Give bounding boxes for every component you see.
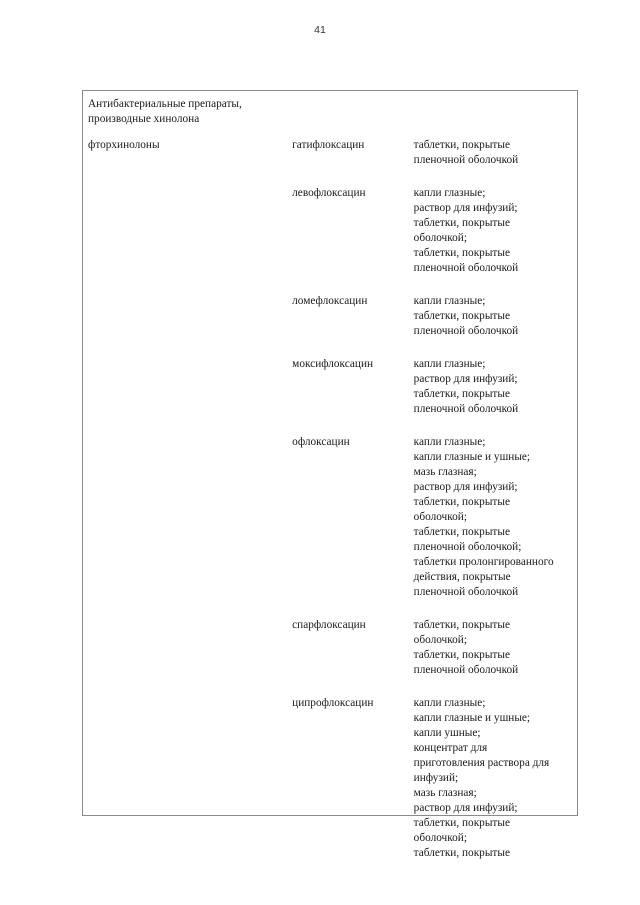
dosage-form-line: оболочкой; xyxy=(413,832,467,844)
group-title-line: производные хинолона xyxy=(88,113,200,125)
dosage-form-line: пленочной оболочкой xyxy=(413,154,519,166)
dosage-form-line: таблетки, покрытые xyxy=(413,649,510,661)
dosage-form-line: пленочной оболочкой xyxy=(413,664,519,676)
dosage-form-line: таблетки, покрытые xyxy=(413,388,510,400)
dosage-forms-cell xyxy=(414,294,577,339)
dosage-form-line: мазь глазная; xyxy=(413,466,477,478)
drug-table xyxy=(82,90,578,859)
dosage-form-line: действия, покрытые xyxy=(413,571,511,583)
dosage-form-line: пленочной оболочкой; xyxy=(413,541,522,553)
dosage-form-line: таблетки, покрытые xyxy=(413,817,510,829)
drug-name-cell: ломефлоксацин xyxy=(292,295,368,307)
group-title-line: Антибактериальные препараты, xyxy=(88,98,242,110)
dosage-form-line: таблетки, покрытые xyxy=(413,526,510,538)
dosage-form-line: капли глазные; xyxy=(413,187,486,199)
dosage-form-line: оболочкой; xyxy=(413,232,467,244)
group-title xyxy=(88,97,288,127)
page-number: 41 xyxy=(314,24,326,36)
table-row xyxy=(83,186,577,276)
dosage-form-line: капли ушные; xyxy=(413,727,481,739)
table-row xyxy=(83,618,577,678)
dosage-forms-cell xyxy=(414,186,577,276)
dosage-form-line: раствор для инфузий; xyxy=(413,802,518,814)
table-rows xyxy=(83,138,577,879)
dosage-forms-cell xyxy=(414,357,577,417)
dosage-form-line: капли глазные; xyxy=(413,436,486,448)
dosage-form-line: капли глазные; xyxy=(413,295,486,307)
dosage-form-line: пленочной оболочкой xyxy=(413,403,519,415)
dosage-form-line: пленочной оболочкой xyxy=(413,262,519,274)
drug-name-cell: ципрофлоксацин xyxy=(292,697,374,709)
dosage-form-line: раствор для инфузий; xyxy=(413,481,518,493)
dosage-forms-cell xyxy=(414,138,577,168)
dosage-form-line: концентрат для xyxy=(413,742,488,754)
dosage-form-line: капли глазные и ушные; xyxy=(413,712,531,724)
dosage-form-line: раствор для инфузий; xyxy=(413,373,518,385)
dosage-form-line: таблетки, покрытые xyxy=(413,217,510,229)
dosage-form-line: капли глазные и ушные; xyxy=(413,451,531,463)
dosage-form-line: пленочной оболочкой xyxy=(413,325,519,337)
dosage-form-line: таблетки пролонгированного xyxy=(413,556,554,568)
dosage-form-line: капли глазные; xyxy=(413,697,486,709)
dosage-form-line: приготовления раствора для xyxy=(413,757,550,769)
table-row xyxy=(83,357,577,417)
table-row xyxy=(83,435,577,600)
drug-class-cell: фторхинолоны xyxy=(88,139,160,151)
dosage-form-line: пленочной оболочкой xyxy=(413,586,519,598)
dosage-forms-cell xyxy=(414,435,577,600)
dosage-form-line: капли глазные; xyxy=(413,358,486,370)
dosage-form-line: таблетки, покрытые xyxy=(413,139,510,151)
dosage-form-line: раствор для инфузий; xyxy=(413,202,518,214)
dosage-form-line: таблетки, покрытые xyxy=(413,247,510,259)
dosage-form-line: мазь глазная; xyxy=(413,787,477,799)
dosage-form-line: таблетки, покрытые xyxy=(413,310,510,322)
drug-name-cell: гатифлоксацин xyxy=(292,139,365,151)
dosage-form-line: таблетки, покрытые xyxy=(413,847,510,859)
dosage-forms-cell xyxy=(414,618,577,678)
drug-name-cell: офлоксацин xyxy=(292,436,350,448)
dosage-forms-cell xyxy=(414,696,577,861)
dosage-form-line: таблетки, покрытые xyxy=(413,619,510,631)
dosage-form-line: таблетки, покрытые xyxy=(413,496,510,508)
drug-name-cell: левофлоксацин xyxy=(292,187,366,199)
dosage-form-line: инфузий; xyxy=(413,772,459,784)
table-row xyxy=(83,696,577,861)
drug-name-cell: спарфлоксацин xyxy=(292,619,366,631)
dosage-form-line: оболочкой; xyxy=(413,511,467,523)
dosage-form-line: оболочкой; xyxy=(413,634,467,646)
table-row xyxy=(83,138,577,168)
drug-name-cell: моксифлоксацин xyxy=(292,358,374,370)
table-row xyxy=(83,294,577,339)
